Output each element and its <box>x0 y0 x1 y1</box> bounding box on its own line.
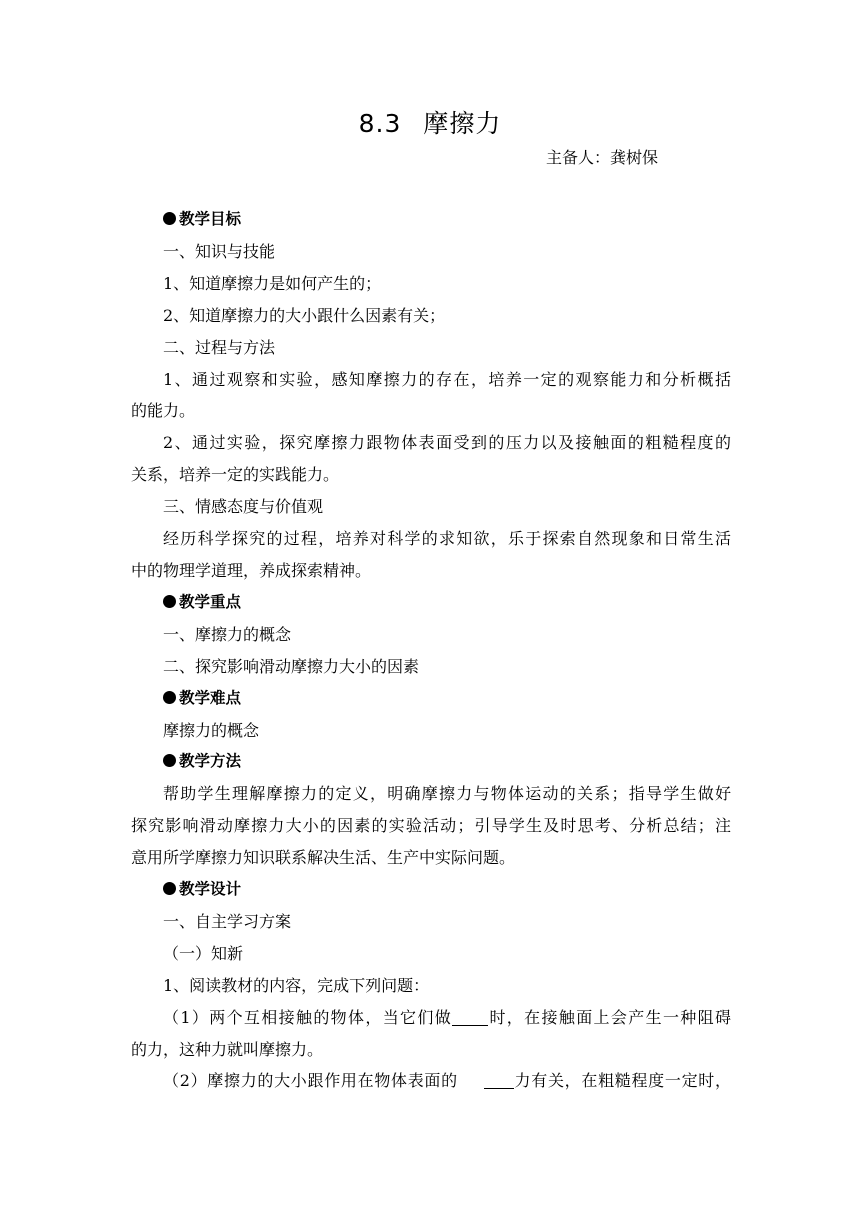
question-1-continued: 的力，这种力就叫摩擦力。 <box>131 1039 324 1059</box>
goal-item-continued: 的能力。 <box>131 401 196 421</box>
bullet-dot-icon <box>163 212 176 225</box>
methods-paragraph-line: 意用所学摩擦力知识联系解决生活、生产中实际问题。 <box>131 848 516 868</box>
goal-item-continued: 关系，培养一定的实践能力。 <box>131 465 340 485</box>
subheading-knowledge: 一、知识与技能 <box>163 241 276 261</box>
title-text: 摩擦力 <box>423 109 502 138</box>
methods-paragraph-line: 帮助学生理解摩擦力的定义，明确摩擦力与物体运动的关系；指导学生做好 <box>163 784 731 804</box>
heading-difficulties: 教学难点 <box>131 683 731 715</box>
key-point-item: 二、探究影响滑动摩擦力大小的因素 <box>163 656 420 676</box>
subheading-process: 二、过程与方法 <box>163 337 276 357</box>
bullet-dot-icon <box>163 754 176 767</box>
methods-paragraph-line: 探究影响滑动摩擦力大小的因素的实验活动；引导学生及时思考、分析总结；注 <box>131 816 731 836</box>
bullet-dot-icon <box>163 882 176 895</box>
heading-teaching-goals: 教学目标 <box>131 204 731 236</box>
goal-item: 1、通过观察和实验，感知摩擦力的存在，培养一定的观察能力和分析概括 <box>163 369 731 389</box>
difficulty-item: 摩擦力的概念 <box>163 720 260 740</box>
goal-item: 1、知道摩擦力是如何产生的； <box>163 273 382 293</box>
key-point-item: 一、摩擦力的概念 <box>163 624 292 644</box>
subheading-attitude: 三、情感态度与价值观 <box>163 497 324 517</box>
document-title <box>0 104 860 140</box>
goal-item-continued: 中的物理学道理，养成探索精神。 <box>131 560 372 580</box>
subheading-new-knowledge: （一）知新 <box>163 943 244 963</box>
bullet-dot-icon <box>163 595 176 608</box>
fill-in-blank[interactable] <box>484 1070 514 1089</box>
heading-methods: 教学方法 <box>131 746 731 778</box>
goal-item: 2、通过实验，探究摩擦力跟物体表面受到的压力以及接触面的粗糙程度的 <box>163 433 731 453</box>
goal-item: 2、知道摩擦力的大小跟什么因素有关； <box>163 305 446 325</box>
author-line: 主备人：龚树保 <box>546 148 659 167</box>
question-1: （1）两个互相接触的物体，当它们做 时，在接触面上会产生一种阻碍 <box>163 1007 731 1027</box>
fill-in-blank[interactable] <box>452 1007 488 1026</box>
heading-key-points: 教学重点 <box>131 587 731 619</box>
goal-item: 经历科学探究的过程，培养对科学的求知欲，乐于探索自然现象和日常生活 <box>163 529 731 549</box>
question-2: （2）摩擦力的大小跟作用在物体表面的 力有关，在粗糙程度一定时， <box>163 1071 731 1091</box>
bullet-dot-icon <box>163 691 176 704</box>
heading-design: 教学设计 <box>131 874 731 906</box>
document-body <box>131 204 731 1097</box>
subheading-self-study: 一、自主学习方案 <box>163 911 292 931</box>
section-number: 8.3 <box>358 109 402 138</box>
question-intro: 1、阅读教材的内容，完成下列问题： <box>163 975 430 995</box>
